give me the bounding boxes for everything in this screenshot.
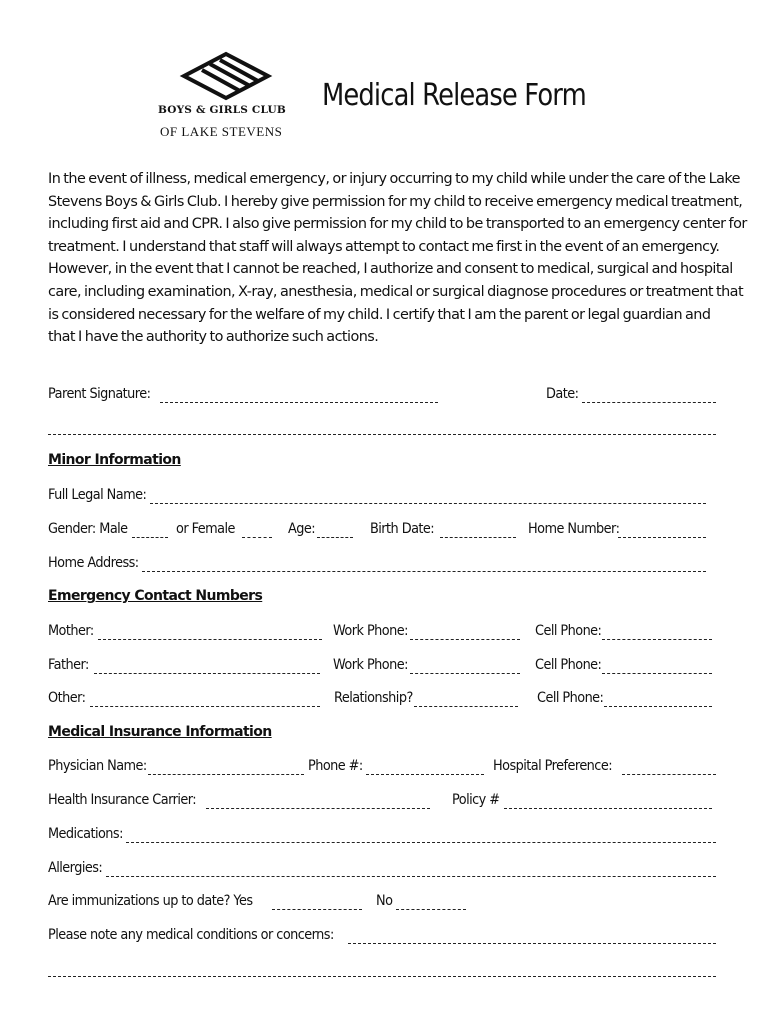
consent-line: treatment. I understand that staff will always attempt to contact me first in the event of an emergency. [48, 238, 720, 255]
age-label: Age: [288, 521, 316, 537]
emergency-contact-heading: Emergency Contact Numbers [48, 588, 263, 604]
home-number-field[interactable] [618, 523, 706, 538]
gender-female-field[interactable] [242, 523, 272, 538]
allergies-label: Allergies: [48, 860, 103, 876]
mother-cell-phone-field[interactable] [602, 625, 712, 640]
birth-date-field[interactable] [440, 523, 516, 538]
other-cell-phone-field[interactable] [604, 692, 712, 707]
medications-field[interactable] [126, 828, 716, 843]
age-field[interactable] [317, 523, 353, 538]
minor-information-heading: Minor Information [48, 452, 181, 468]
hospital-preference-field[interactable] [622, 760, 716, 775]
father-work-phone-field[interactable] [410, 659, 520, 674]
phone-number-field[interactable] [366, 760, 484, 775]
father-cell-phone-field[interactable] [602, 659, 712, 674]
mother-cell-phone-label: Cell Phone: [535, 623, 602, 639]
consent-line: In the event of illness, medical emergency, or injury occurring to my child while under the care of the Lake [48, 171, 740, 187]
hospital-preference-label: Hospital Preference: [493, 758, 612, 774]
father-label: Father: [48, 657, 89, 673]
medical-insurance-heading: Medical Insurance Information [48, 724, 272, 740]
full-legal-name-label: Full Legal Name: [48, 487, 147, 503]
immunizations-no-label: No [376, 893, 393, 909]
home-address-field[interactable] [142, 557, 706, 572]
insurance-carrier-label: Health Insurance Carrier: [48, 792, 197, 808]
policy-number-label: Policy # [452, 792, 500, 808]
other-cell-phone-label: Cell Phone: [537, 690, 604, 706]
consent-line: including first aid and CPR. I also give permission for my child to be transported to an emergency center for [48, 216, 747, 233]
org-name: BOYS & GIRLS CLUB [158, 104, 286, 116]
medical-conditions-field-line-2[interactable] [48, 962, 716, 977]
gender-female-label: or Female [176, 521, 235, 537]
immunizations-yes-field[interactable] [272, 895, 362, 910]
date-label: Date: [546, 386, 579, 402]
mother-label: Mother: [48, 623, 94, 639]
medical-conditions-label: Please note any medical conditions or concerns: [48, 927, 334, 943]
physician-name-label: Physician Name: [48, 758, 147, 774]
physician-name-field[interactable] [148, 760, 304, 775]
other-label: Other: [48, 690, 86, 706]
medical-conditions-field[interactable] [348, 929, 716, 944]
relationship-label: Relationship? [334, 690, 413, 706]
father-cell-phone-label: Cell Phone: [535, 657, 602, 673]
other-field[interactable] [90, 692, 320, 707]
insurance-carrier-field[interactable] [206, 794, 430, 809]
father-work-phone-label: Work Phone: [333, 657, 408, 673]
consent-line: that I have the authority to authorize such actions. [48, 329, 379, 346]
medications-label: Medications: [48, 826, 123, 842]
birth-date-label: Birth Date: [370, 521, 435, 537]
gender-male-field[interactable] [132, 523, 168, 538]
full-legal-name-field[interactable] [150, 489, 706, 504]
date-field[interactable] [582, 388, 716, 403]
consent-line: However, in the event that I cannot be reached, I authorize and consent to medical, surgical and hospital [48, 261, 733, 278]
relationship-field[interactable] [414, 692, 518, 707]
home-address-label: Home Address: [48, 555, 139, 571]
parent-signature-field[interactable] [160, 388, 438, 403]
home-number-label: Home Number: [528, 521, 620, 537]
allergies-field[interactable] [106, 862, 716, 877]
mother-work-phone-field[interactable] [410, 625, 520, 640]
immunizations-no-field[interactable] [396, 895, 466, 910]
immunizations-label: Are immunizations up to date? Yes [48, 893, 253, 909]
mother-work-phone-label: Work Phone: [333, 623, 408, 639]
phone-number-label: Phone #: [308, 758, 363, 774]
consent-paragraph [48, 168, 747, 349]
boys-girls-club-logo-icon [176, 50, 276, 102]
consent-line: Stevens Boys & Girls Club. I hereby give permission for my child to receive emergency medical treatment, [48, 193, 743, 210]
gender-male-label: Gender: Male [48, 521, 128, 537]
mother-field[interactable] [98, 625, 322, 640]
parent-signature-label: Parent Signature: [48, 386, 151, 402]
policy-number-field[interactable] [504, 794, 712, 809]
consent-line: care, including examination, X-ray, anesthesia, medical or surgical diagnose procedures or treatment that [48, 283, 744, 300]
consent-line: is considered necessary for the welfare of my child. I certify that I am the parent or legal guardian and [48, 306, 711, 323]
father-field[interactable] [94, 659, 320, 674]
org-subtitle: OF LAKE STEVENS [160, 124, 283, 139]
page-title: Medical Release Form [322, 78, 586, 113]
separator-line [48, 420, 716, 435]
